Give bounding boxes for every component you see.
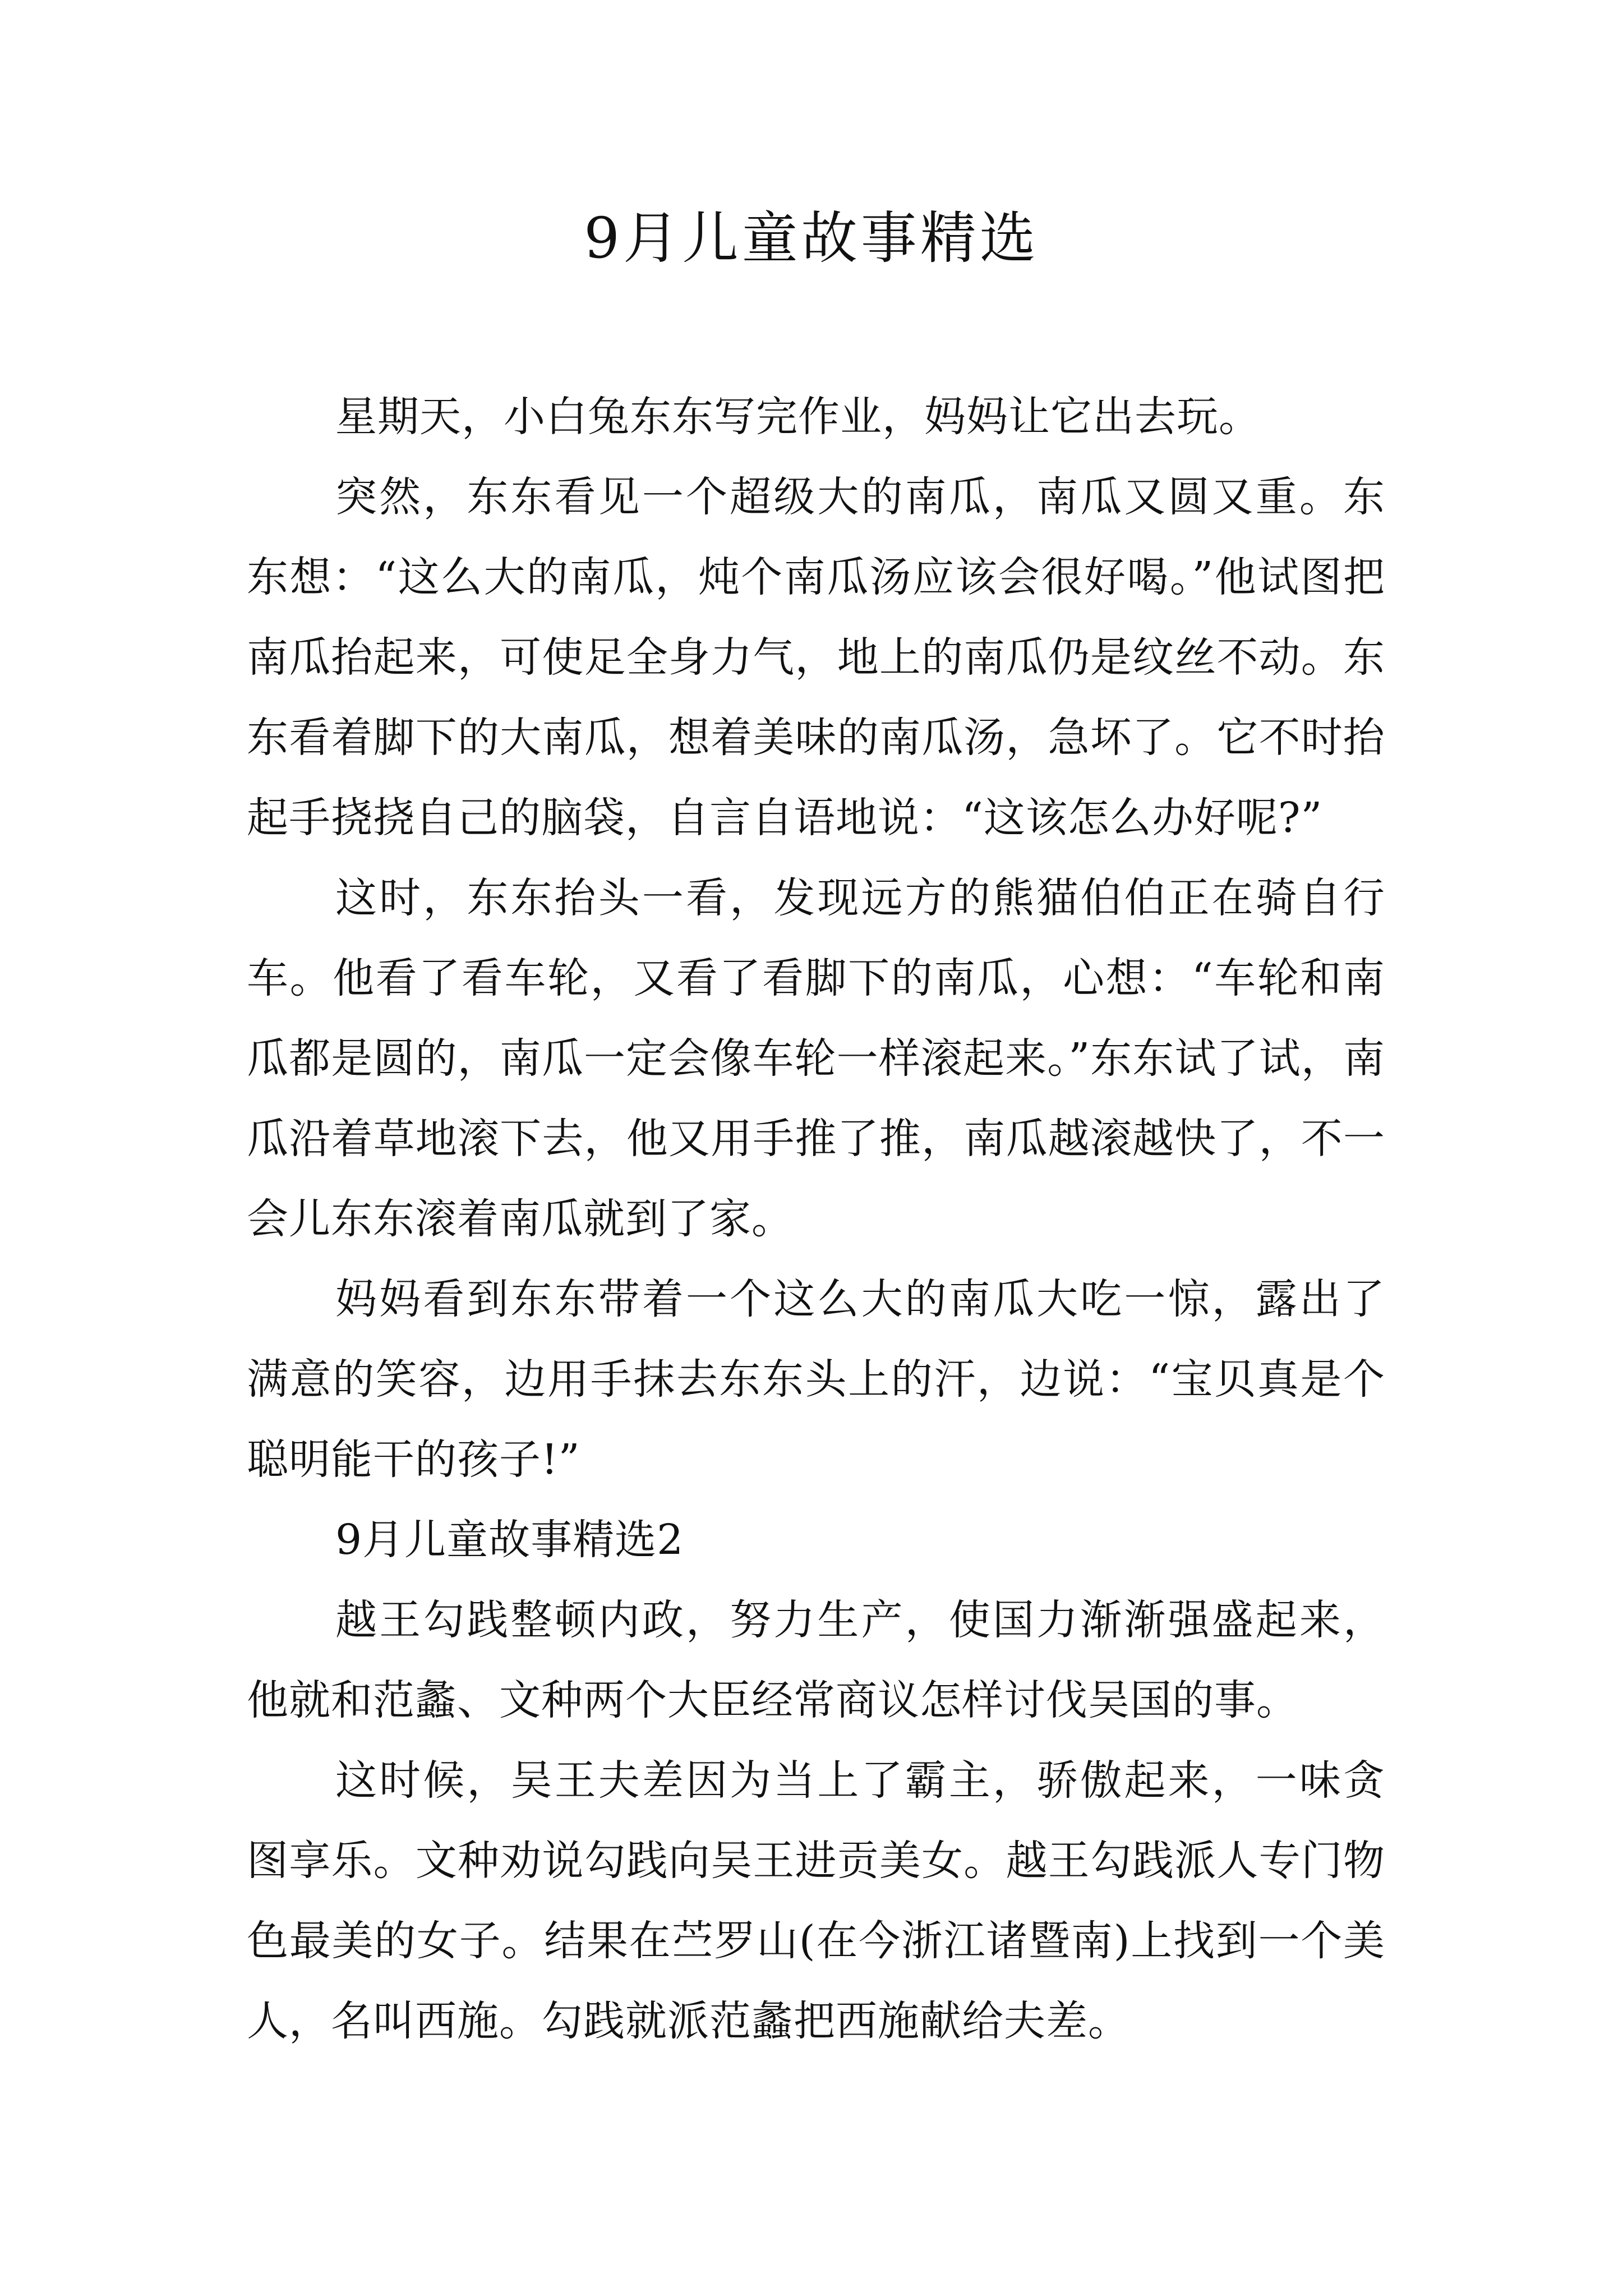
- paragraph-6: 这时候，吴王夫差因为当上了霸主，骄傲起来，一味贪图享乐。文种劝说勾践向吴王进贡美女。越王勾践派人专门物色最美的女子。结果在苎罗山(在今浙江诸暨南)上找到一个美人，名叫西施。勾践就派范蠡把西施献给夫差。: [247, 1756, 1385, 2045]
- section-heading-2: 9月儿童故事精选2: [335, 1516, 684, 1564]
- paragraph-4: 妈妈看到东东带着一个这么大的南瓜大吃一惊，露出了满意的笑容，边用手抹去东东头上的汗，边说：“宝贝真是个聪明能干的孩子!”: [247, 1275, 1385, 1484]
- paragraph-2: 突然，东东看见一个超级大的南瓜，南瓜又圆又重。东东想：“这么大的南瓜，炖个南瓜汤应该会很好喝。”他试图把南瓜抬起来，可使足全身力气，地上的南瓜仍是纹丝不动。东东看着脚下的大南瓜，想着美味的南瓜汤，急坏了。它不时抬起手挠挠自己的脑袋，自言自语地说：“这该怎么办好呢?”: [247, 473, 1385, 842]
- paragraph-5: 越王勾践整顿内政，努力生产，使国力渐渐强盛起来，他就和范蠡、文种两个大臣经常商议怎样讨伐吴国的事。: [247, 1596, 1385, 1724]
- paragraph-1: 星期天，小白兔东东写完作业，妈妈让它出去玩。: [335, 393, 1261, 441]
- document-body: [247, 377, 1385, 2062]
- document-title: 9月儿童故事精选: [584, 205, 1039, 271]
- paragraph-3: 这时，东东抬头一看，发现远方的熊猫伯伯正在骑自行车。他看了看车轮，又看了看脚下的南瓜，心想：“车轮和南瓜都是圆的，南瓜一定会像车轮一样滚起来。”东东试了试，南瓜沿着草地滚下去，他又用手推了推，南瓜越滚越快了，不一会儿东东滚着南瓜就到了家。: [247, 874, 1385, 1243]
